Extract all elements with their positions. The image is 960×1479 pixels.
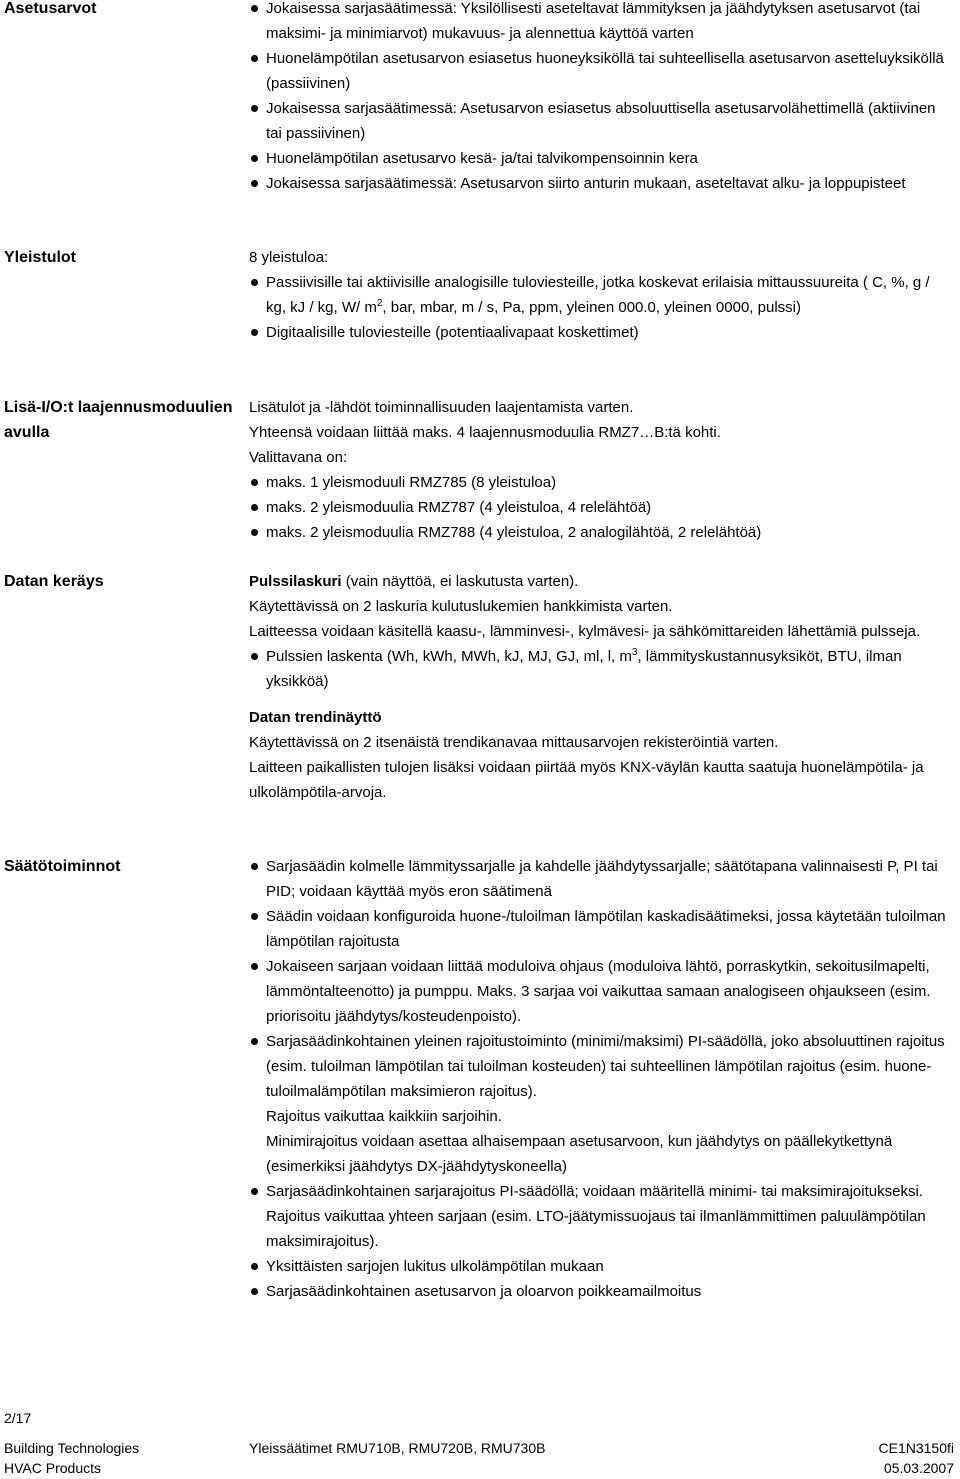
yleistulot-intro: 8 yleistuloa: xyxy=(249,249,329,266)
list-item: Huonelämpötilan asetusarvo kesä- ja/tai talvikompensoinnin kera xyxy=(249,146,949,171)
section-saato xyxy=(249,854,949,1304)
footer-doc-id: CE1N3150fi xyxy=(878,1440,954,1456)
list-item: maks. 2 yleismoduulia RMZ787 (4 yleistuloa, 4 relelähtöä) xyxy=(249,495,949,520)
footer-date: 05.03.2007 xyxy=(883,1460,954,1476)
lisaio-line2: Yhteensä voidaan liittää maks. 4 laajennusmoduulia RMZ7…B:tä kohti. xyxy=(249,424,721,441)
trend-line2: Laitteen paikallisten tulojen lisäksi voidaan piirtää myös KNX-väylän kautta saatuja huonelämpötila- ja ulkolämpötila-arvoja. xyxy=(249,759,924,801)
asetusarvot-list xyxy=(249,0,949,196)
list-item: Jokaisessa sarjasäätimessä: Asetusarvon siirto anturin mukaan, aseteltavat alku- ja loppupisteet xyxy=(249,171,949,196)
footer-title: Yleissäätimet RMU710B, RMU720B, RMU730B xyxy=(249,1440,546,1456)
section-yleistulot xyxy=(249,245,949,345)
list-item: Sarjasäädin kolmelle lämmityssarjalle ja kahdelle jäähdytyssarjalle; säätötapana valinnaisesti P, PI tai PID; voidaan käyttää myös eron säätimenä xyxy=(249,854,949,904)
pulse-line3: Laitteessa voidaan käsitellä kaasu-, lämminvesi-, kylmävesi- ja sähkömittareiden lähettämiä pulsseja. xyxy=(249,623,921,640)
section-datan xyxy=(249,569,949,805)
list-item xyxy=(249,1029,949,1179)
list-item: maks. 2 yleismoduulia RMZ788 (4 yleistuloa, 2 analogilähtöä, 2 relelähtöä) xyxy=(249,520,949,545)
list-item xyxy=(249,644,949,694)
list-item: Jokaisessa sarjasäätimessä: Yksilöllisesti aseteltavat lämmityksen ja jäähdytyksen asetusarvot (tai maksimi- ja minimiarvot) mukavuus- ja alennettua käyttöä varten xyxy=(249,0,949,46)
pulse-list xyxy=(249,644,949,694)
trend-line1: Käytettävissä on 2 itsenäistä trendikanavaa mittausarvojen rekisteröintiä varten. xyxy=(249,734,779,751)
lisaio-list xyxy=(249,470,949,545)
list-item xyxy=(249,270,949,320)
section-lisaio xyxy=(249,395,949,545)
section-label-lisaio: Lisä-I/O:t laajennusmoduulien avulla xyxy=(4,399,233,441)
list-item: Säädin voidaan konfiguroida huone-/tuloilman lämpötilan kaskadisäätimeksi, jossa käytetään tuloilman lämpötilan rajoitusta xyxy=(249,904,949,954)
list-item: Huonelämpötilan asetusarvon esiasetus huoneyksiköllä tai suhteellisella asetusarvon asetteluyksiköllä (passiivinen) xyxy=(249,46,949,96)
footer-company-1: Building Technologies xyxy=(4,1440,140,1456)
pulse-title-rest: (vain näyttöä, ei laskutusta varten). xyxy=(341,573,579,590)
list-item: Jokaiseen sarjaan voidaan liittää moduloiva ohjaus (moduloiva lähtö, porraskytkin, sekoitusilmapelti, lämmöntalteenotto) ja pumppu. Maks. 3 sarjaa voi vaikuttaa samaan analogiseen ohjaukseen (esim. priorisoitu jäähdytys/kosteudenpoisto). xyxy=(249,954,949,1029)
section-label-yleistulot: Yleistulot xyxy=(4,249,77,266)
list-item: maks. 1 yleismoduuli RMZ785 (8 yleistuloa) xyxy=(249,470,949,495)
trend-title: Datan trendinäyttö xyxy=(249,709,382,726)
lisaio-line1: Lisätulot ja -lähdöt toiminnallisuuden laajentamista varten. xyxy=(249,399,634,416)
list-item-text: Sarjasäädinkohtainen yleinen rajoitustoiminto (minimi/maksimi) PI-säädöllä, joko absoluuttinen rajoitus (esim. tuloilman lämpötilan tai tuloilman kosteuden) tai suhteellinen lämpötilan rajoitus (esim. huone-tuloilmalämpötilan maksimieron rajoitus). xyxy=(266,1033,945,1100)
lisaio-line3: Valittavana on: xyxy=(249,449,348,466)
section-label-saato: Säätötoiminnot xyxy=(4,858,121,875)
list-item: Jokaisessa sarjasäätimessä: Asetusarvon esiasetus absoluuttisella asetusarvolähettimellä (aktiivinen tai passiivinen) xyxy=(249,96,949,146)
limit-note-1: Rajoitus vaikuttaa kaikkiin sarjoihin. xyxy=(266,1108,502,1125)
list-item: Sarjasäädinkohtainen asetusarvon ja oloarvon poikkeamailmoitus xyxy=(249,1279,949,1304)
list-item: Sarjasäädinkohtainen sarjarajoitus PI-säädöllä; voidaan määritellä minimi- tai maksimirajoitukseksi. Rajoitus vaikuttaa yhteen sarjaan (esim. LTO-jäätymissuojaus tai ilmanlämmittimen paluulämpötilan maksimirajoitus). xyxy=(249,1179,949,1254)
list-item-text: , lämmityskustannusyksiköt, BTU, ilman yksikköä) xyxy=(266,648,902,690)
pulse-title: Pulssilaskuri xyxy=(249,573,342,590)
list-item: Digitaalisille tuloviesteille (potentiaalivapaat koskettimet) xyxy=(249,320,949,345)
section-label-datan: Datan keräys xyxy=(4,573,104,590)
limit-note-2: Minimirajoitus voidaan asettaa alhaisempaan asetusarvoon, kun jäähdytys on päällekytkettynä (esimerkiksi jäähdytys DX-jäähdytyskoneella) xyxy=(266,1133,893,1175)
section-asetusarvot xyxy=(249,0,949,196)
list-item-text: Passiivisille tai aktiivisille analogisille tuloviesteille, jotka koskevat erilaisia mittaussuureita ( C, %, g / kg, kJ / kg, W/ m xyxy=(266,274,930,316)
pulse-title-line xyxy=(249,569,949,594)
superscript: 3 xyxy=(631,647,638,658)
list-item-text: Pulssien laskenta (Wh, kWh, MWh, kJ, MJ, GJ, ml, l, m xyxy=(266,648,632,665)
list-item-text: , bar, mbar, m / s, Pa, ppm, yleinen 000.0, yleinen 0000, pulssi) xyxy=(382,299,801,316)
page-number: 2/17 xyxy=(4,1410,32,1426)
section-label-asetusarvot: Asetusarvot xyxy=(4,0,97,17)
list-item: Yksittäisten sarjojen lukitus ulkolämpötilan mukaan xyxy=(249,1254,949,1279)
footer-company-2: HVAC Products xyxy=(4,1460,101,1476)
yleistulot-list xyxy=(249,270,949,345)
pulse-line2: Käytettävissä on 2 laskuria kulutuslukemien hankkimista varten. xyxy=(249,598,673,615)
superscript: 2 xyxy=(376,298,383,309)
saato-list xyxy=(249,854,949,1304)
